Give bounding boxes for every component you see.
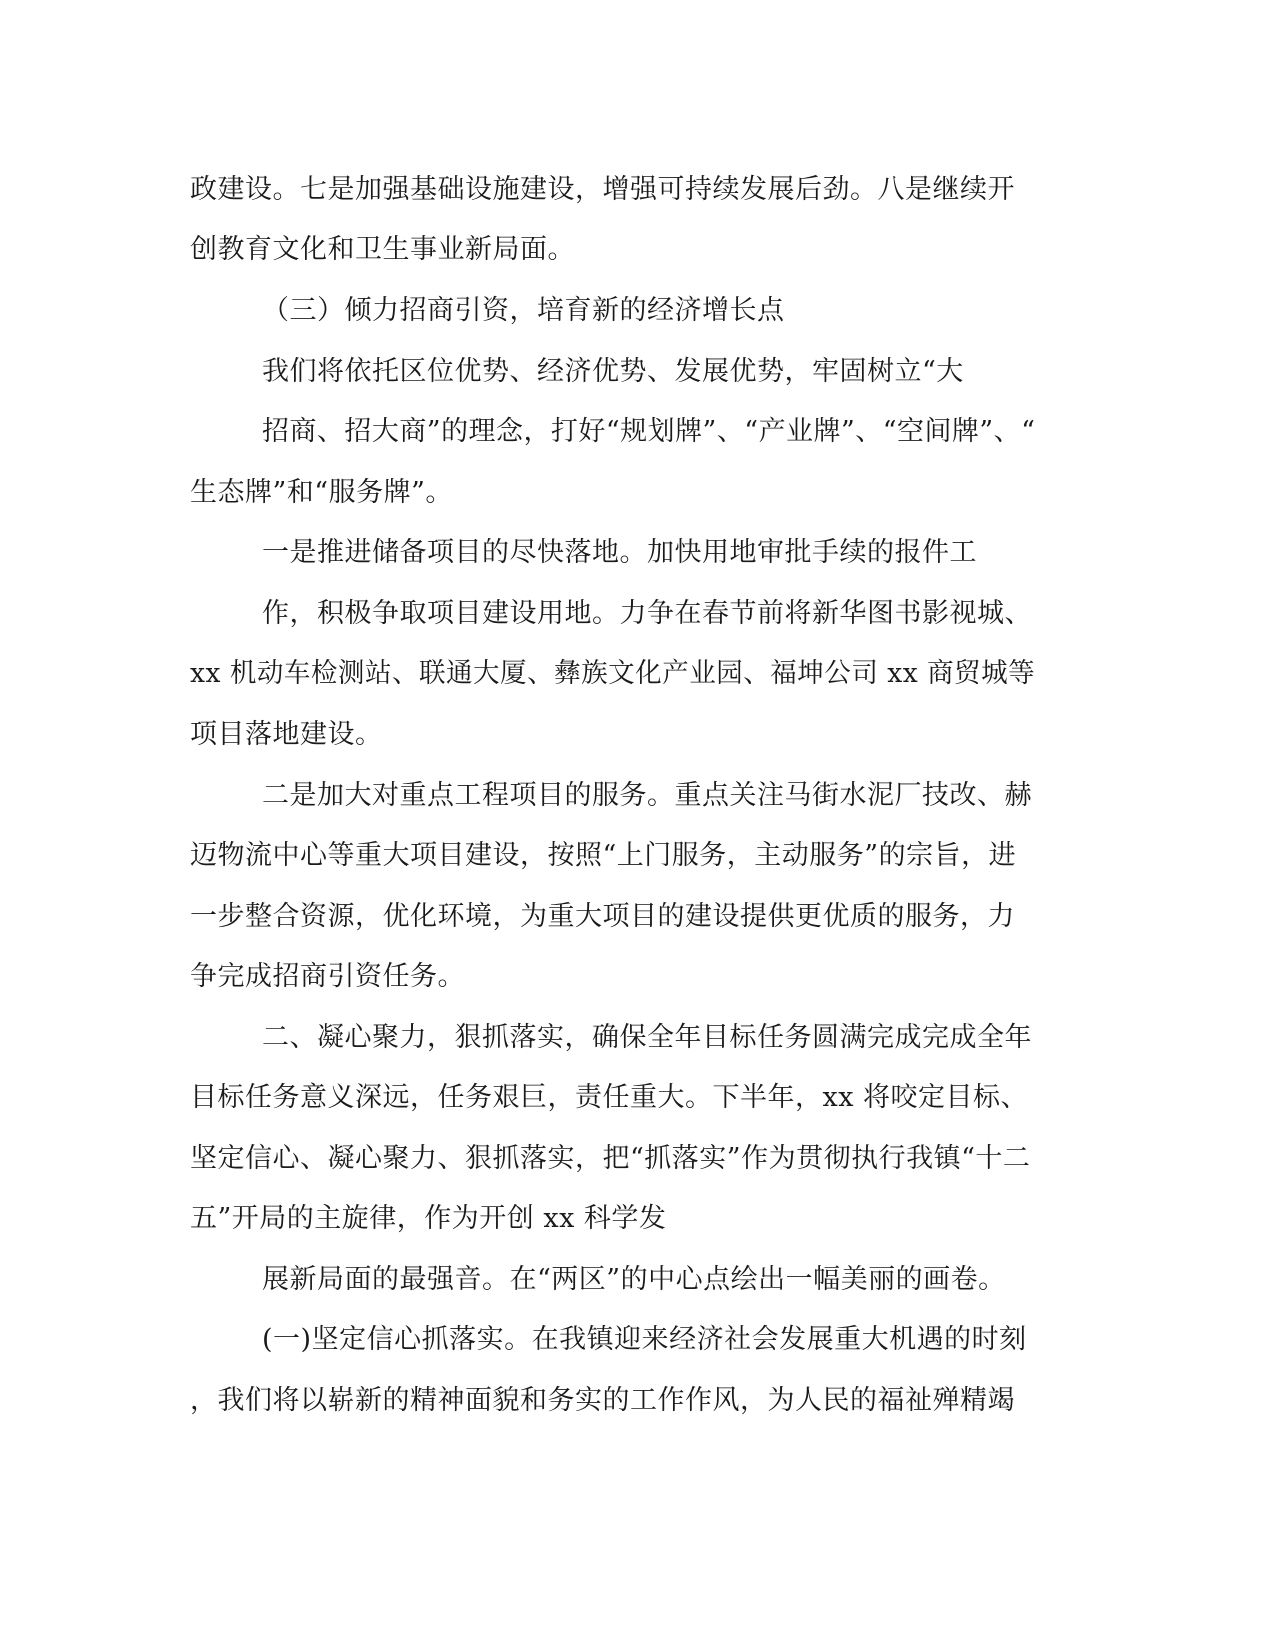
text-line: 坚定信心、凝心聚力、狠抓落实，把“抓落实”作为贯彻执行我镇“十二 xyxy=(190,1143,1031,1174)
text-line: 目标任务意义深远，任务艰巨，责任重大。下半年，xx 将咬定目标、 xyxy=(190,1082,1029,1113)
text-line: 展新局面的最强音。在“两区”的中心点绘出一幅美丽的画卷。 xyxy=(262,1264,1006,1295)
text-line: 一步整合资源，优化环境，为重大项目的建设提供更优质的服务，力 xyxy=(190,901,1015,932)
text-line: 作，积极争取项目建设用地。力争在春节前将新华图书影视城、 xyxy=(262,598,1032,629)
text-line: 招商、招大商”的理念，打好“规划牌”、“产业牌”、“空间牌”、“ xyxy=(262,416,1036,447)
text-line: (一)坚定信心抓落实。在我镇迎来经济社会发展重大机遇的时刻 xyxy=(262,1324,1027,1355)
text-line: 创教育文化和卫生事业新局面。 xyxy=(190,234,575,265)
text-line: xx 机动车检测站、联通大厦、彝族文化产业园、福坤公司 xx 商贸城等 xyxy=(190,658,1036,689)
text-line: 争完成招商引资任务。 xyxy=(190,961,465,992)
text-line: 迈物流中心等重大项目建设，按照“上门服务，主动服务”的宗旨，进 xyxy=(190,840,1017,871)
text-line: 一是推进储备项目的尽快落地。加快用地审批手续的报件工 xyxy=(262,537,977,568)
text-line: ，我们将以崭新的精神面貌和务实的工作作风，为人民的福祉殚精竭 xyxy=(190,1385,1015,1416)
text-line: 项目落地建设。 xyxy=(190,719,383,750)
text-line: 二是加大对重点工程项目的服务。重点关注马街水泥厂技改、赫 xyxy=(262,780,1032,811)
text-line: 政建设。七是加强基础设施建设，增强可持续发展后劲。八是继续开 xyxy=(190,174,1015,205)
text-line: 生态牌”和“服务牌”。 xyxy=(190,477,453,508)
text-line: 我们将依托区位优势、经济优势、发展优势，牢固树立“大 xyxy=(262,356,964,387)
text-line: 五”开局的主旋律，作为开创 xx 科学发 xyxy=(190,1203,667,1234)
section-heading: （三）倾力招商引资，培育新的经济增长点 xyxy=(262,295,785,326)
section-heading: 二、凝心聚力，狠抓落实，确保全年目标任务圆满完成完成全年 xyxy=(262,1022,1032,1053)
